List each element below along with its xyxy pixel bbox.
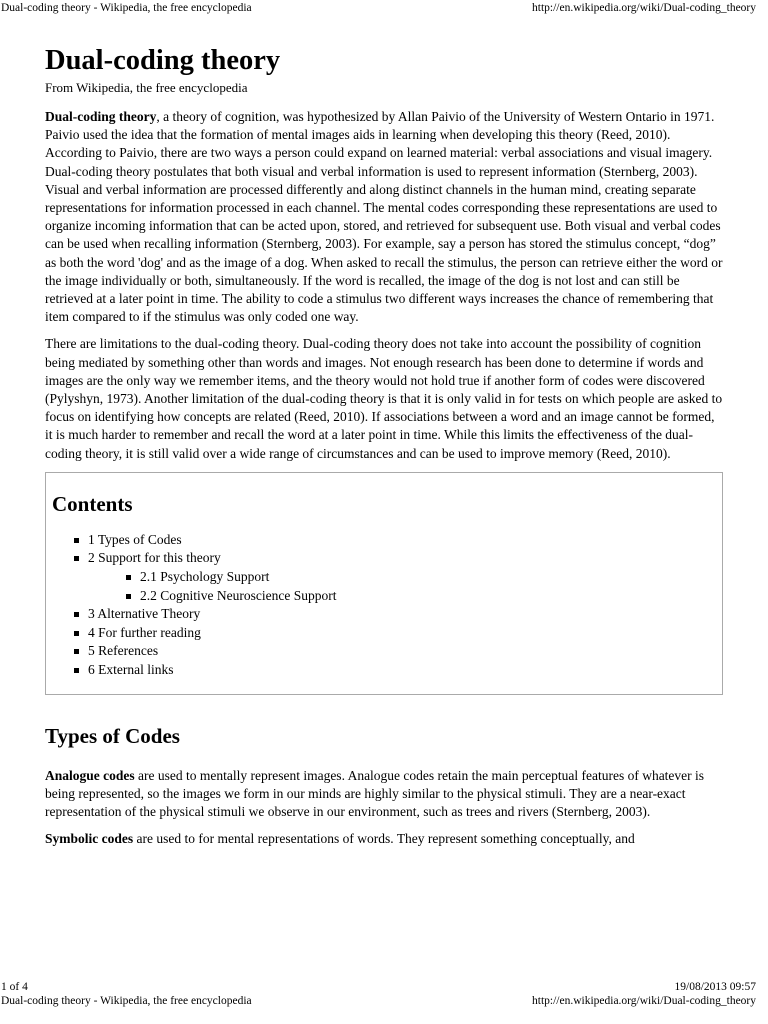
- analogue-paragraph: [45, 767, 723, 822]
- toc-list: [52, 531, 716, 680]
- toc-sublist: [88, 568, 716, 605]
- intro-term: Dual-coding theory: [45, 109, 157, 124]
- limitations-paragraph: There are limitations to the dual-coding theory. Dual-coding theory does not take into account the possibility of cognition being mediated by something other than words and images. Not enough research has been done to determine if words and images are the only way we remember items, and the theory would not hold true if another form of codes were discovered (Pylyshyn, 1973). Another limitation of the dual-coding theory is that it is only valid in for tests on which people are asked to focus on identifying how concepts are related (Reed, 2010). If associations between a word and an image cannot be formed, it is much harder to remember and recall the word at a later point in time. While this limits the effectiveness of the dual-coding theory, it is still valid over a wide range of circumstances and can be used to improve memory (Reed, 2010).: [45, 336, 723, 461]
- print-footer-url: http://en.wikipedia.org/wiki/Dual-coding_theory: [532, 995, 756, 1007]
- page-number: 1 of 4: [1, 981, 28, 993]
- toc-item[interactable]: 2 Support for this theory 2.1 Psychology Support 2.2 Cognitive Neuroscience Support: [74, 549, 716, 605]
- toc-subitem[interactable]: 2.1 Psychology Support: [140, 569, 270, 585]
- toc-item[interactable]: 5 References: [88, 643, 159, 659]
- table-of-contents: [45, 472, 723, 695]
- symbolic-term: Symbolic codes: [45, 831, 134, 847]
- toc-item[interactable]: 3 Alternative Theory: [88, 606, 201, 622]
- print-footer-right: [532, 980, 756, 1008]
- article-content: [45, 42, 723, 857]
- symbolic-text: are used to for mental representations of words. They represent something conceptually, and: [133, 831, 635, 847]
- toc-title: Contents: [52, 491, 133, 516]
- analogue-text: are used to mentally represent images. Analogue codes retain the main perceptual features of whatever is being represented, so the images we form in our minds are highly similar to the physical stimuli. They are a near-exact representation of the physical stimuli we observe in our environment, such as trees and rivers (Sternberg, 2003).: [45, 767, 705, 820]
- toc-subitem[interactable]: 2.2 Cognitive Neuroscience Support: [140, 587, 337, 603]
- print-footer-title: Dual-coding theory - Wikipedia, the free encyclopedia: [1, 995, 252, 1007]
- print-footer-left: [1, 980, 252, 1008]
- print-timestamp: 19/08/2013 09:57: [674, 981, 756, 993]
- symbolic-paragraph: [45, 830, 723, 848]
- analogue-term: Analogue codes: [45, 767, 135, 783]
- print-header-url: http://en.wikipedia.org/wiki/Dual-coding_theory: [532, 2, 756, 14]
- toc-item[interactable]: 4 For further reading: [88, 624, 201, 640]
- section-heading-types-of-codes: Types of Codes: [45, 723, 180, 748]
- toc-item[interactable]: 6 External links: [88, 662, 174, 678]
- print-header-title: Dual-coding theory - Wikipedia, the free encyclopedia: [1, 2, 252, 14]
- intro-text: , a theory of cognition, was hypothesized by Allan Paivio of the University of Western Ontario in 1971. Paivio used the idea that the formation of mental images aids in learning when developing this theory (Reed, 2010). According to Paivio, there are two ways a person could expand on learned material: verbal associations and visual imagery. Dual-coding theory postulates that both visual and verbal information is used to represent information (Sternberg, 2003). Visual and verbal information are processed differently and along distinct channels in the human mind, creating separate representations for information processed in each channel. The mental codes corresponding these representations are used to organize incoming information that can be acted upon, stored, and retrieved for subsequent use. Both visual and verbal codes can be used when recalling information (Sternberg, 2003). For example, say a person has stored the stimulus concept, “dog” as both the word 'dog' and as the image of a dog. When asked to recall the stimulus, the person can retrieve either the word or the image individually or both, simultaneously. If the word is recalled, the image of the dog is not lost and can still be retrieved at a later point in time. The ability to code a stimulus two different ways increases the chance of remembering that item compared to if the stimulus was only coded one way.: [45, 109, 723, 325]
- page-subtitle: From Wikipedia, the free encyclopedia: [45, 80, 248, 95]
- toc-item[interactable]: 1 Types of Codes: [88, 531, 182, 547]
- intro-paragraph: [45, 108, 723, 326]
- page-title: Dual-coding theory: [45, 45, 281, 76]
